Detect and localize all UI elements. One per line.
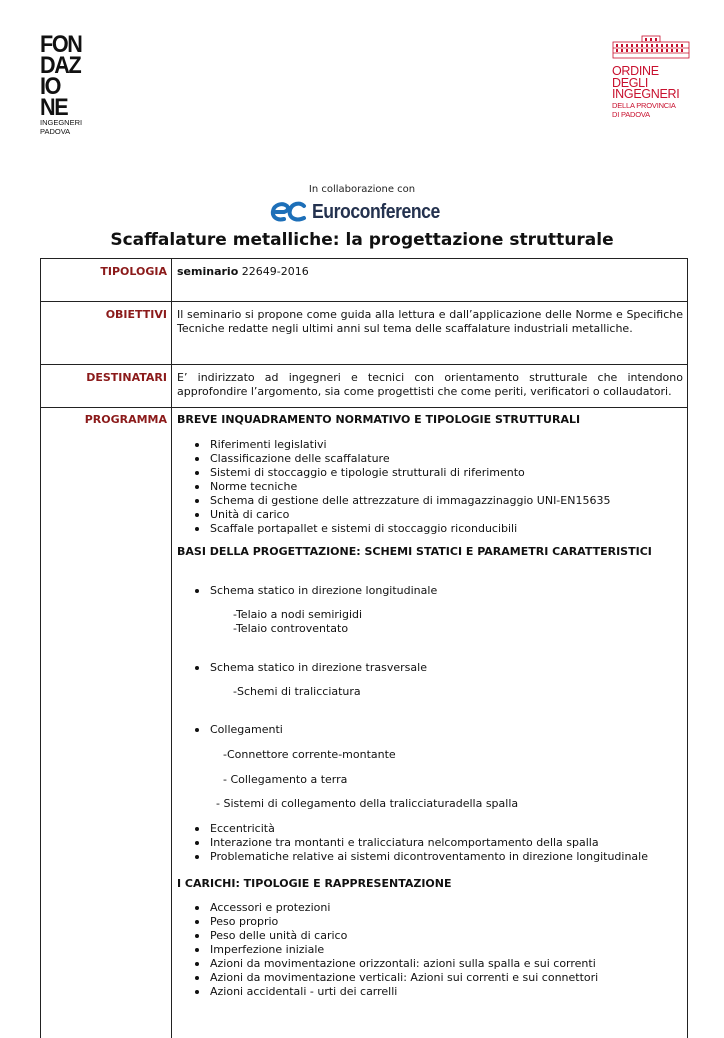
list-item: Unità di carico [193,508,610,522]
list-item: Problematiche relative ai sistemi dicontroventamento in direzione longitudinale [193,850,648,864]
list-item: Schema statico in direzione longitudinale [193,584,437,598]
fondazione-logo-sub: PADOVA [40,127,71,136]
fondazione-logo-line: IO [40,73,61,100]
sub-item: - Collegamento a terra [223,773,348,786]
list-item: Schema di gestione delle attrezzature di immagazzinaggio UNI-EN15635 [193,494,610,508]
sub-item: -Telaio a nodi semirigidi [233,608,363,621]
ordine-logo-line: INGEGNERI [612,87,680,101]
info-table [40,258,688,1038]
list-item: Norme tecniche [193,480,610,494]
section-list [193,661,427,675]
list-item: Schema statico in direzione trasversale [193,661,427,675]
fondazione-logo [40,31,100,136]
list-item: Peso proprio [193,915,598,929]
fondazione-logo-line: FON [40,31,82,58]
ordine-logo [612,34,692,119]
list-item: Eccentricità [193,822,648,836]
sub-item: -Connettore corrente-montante [223,748,396,761]
list-item: Collegamenti [193,723,283,737]
ordine-logo-line: DEGLI [612,75,649,90]
document-title: Scaffalature metalliche: la progettazione strutturale [110,230,614,250]
list-item: Riferimenti legislativi [193,438,610,452]
ordine-logo-sub: DELLA PROVINCIA [612,100,676,110]
ec-logo-icon [270,199,308,225]
list-item: Azioni accidentali - urti dei carrelli [193,985,598,999]
section-title: I CARICHI: TIPOLOGIE E RAPPRESENTAZIONE [177,877,452,890]
section-list [193,723,283,737]
obiettivi-text: Il seminario si propone come guida alla lettura e dall’applicazione delle Norme e Specifiche Tecniche redatte negli ultimi anni sul tema delle scaffalature industriali metalliche. [177,308,683,335]
section-list [193,901,598,999]
obiettivi-label: OBIETTIVI [105,308,167,321]
sub-item: -Schemi di tralicciatura [233,685,361,698]
list-item: Sistemi di stoccaggio e tipologie strutturali di riferimento [193,466,610,480]
euroconference-logo [270,198,457,226]
fondazione-logo-sub: INGEGNERI [40,118,83,127]
tipologia-type: seminario [177,265,239,278]
section-title: BREVE INQUADRAMENTO NORMATIVO E TIPOLOGIE STRUTTURALI [177,413,581,426]
list-item: Classificazione delle scaffalature [193,452,610,466]
section-list [193,584,437,598]
section-list [193,822,648,864]
list-item: Azioni da movimentazione verticali: Azioni sui correnti e sui connettori [193,971,598,985]
ordine-logo-line: ORDINE [612,64,659,78]
list-item: Interazione tra montanti e tralicciatura nelcomportamento della spalla [193,836,648,850]
partner-name: Euroconference [312,200,440,223]
list-item: Accessori e protezioni [193,901,598,915]
section-title: BASI DELLA PROGETTAZIONE: SCHEMI STATICI E PARAMETRI CARATTERISTICI [177,545,652,558]
programma-label: PROGRAMMA [84,413,167,426]
destinatari-text: E’ indirizzato ad ingegneri e tecnici con orientamento strutturale che intendono approfondire l’argomento, sia come progettisti che come periti, verificatori o collaudatori. [177,371,683,398]
list-item: Azioni da movimentazione orizzontali: azioni sulla spalla e sui correnti [193,957,598,971]
list-item: Scaffale portapallet e sistemi di stoccaggio riconducibili [193,522,610,536]
sub-item: -Telaio controventato [233,622,349,635]
collaboration-text: In collaborazione con [308,184,416,195]
tipologia-code: 22649-2016 [241,265,309,278]
fondazione-logo-line: DAZ [40,52,81,79]
tipologia-value [177,265,683,279]
tipologia-label: TIPOLOGIA [100,265,167,278]
palazzo-icon [612,34,690,60]
list-item: Imperfezione iniziale [193,943,598,957]
list-item: Peso delle unità di carico [193,929,598,943]
ordine-logo-sub: DI PADOVA [612,109,650,119]
section-list [193,438,610,536]
sub-item: - Sistemi di collegamento della tralicciaturadella spalla [216,797,519,810]
fondazione-logo-line: NE [40,94,68,121]
destinatari-label: DESTINATARI [86,371,167,384]
